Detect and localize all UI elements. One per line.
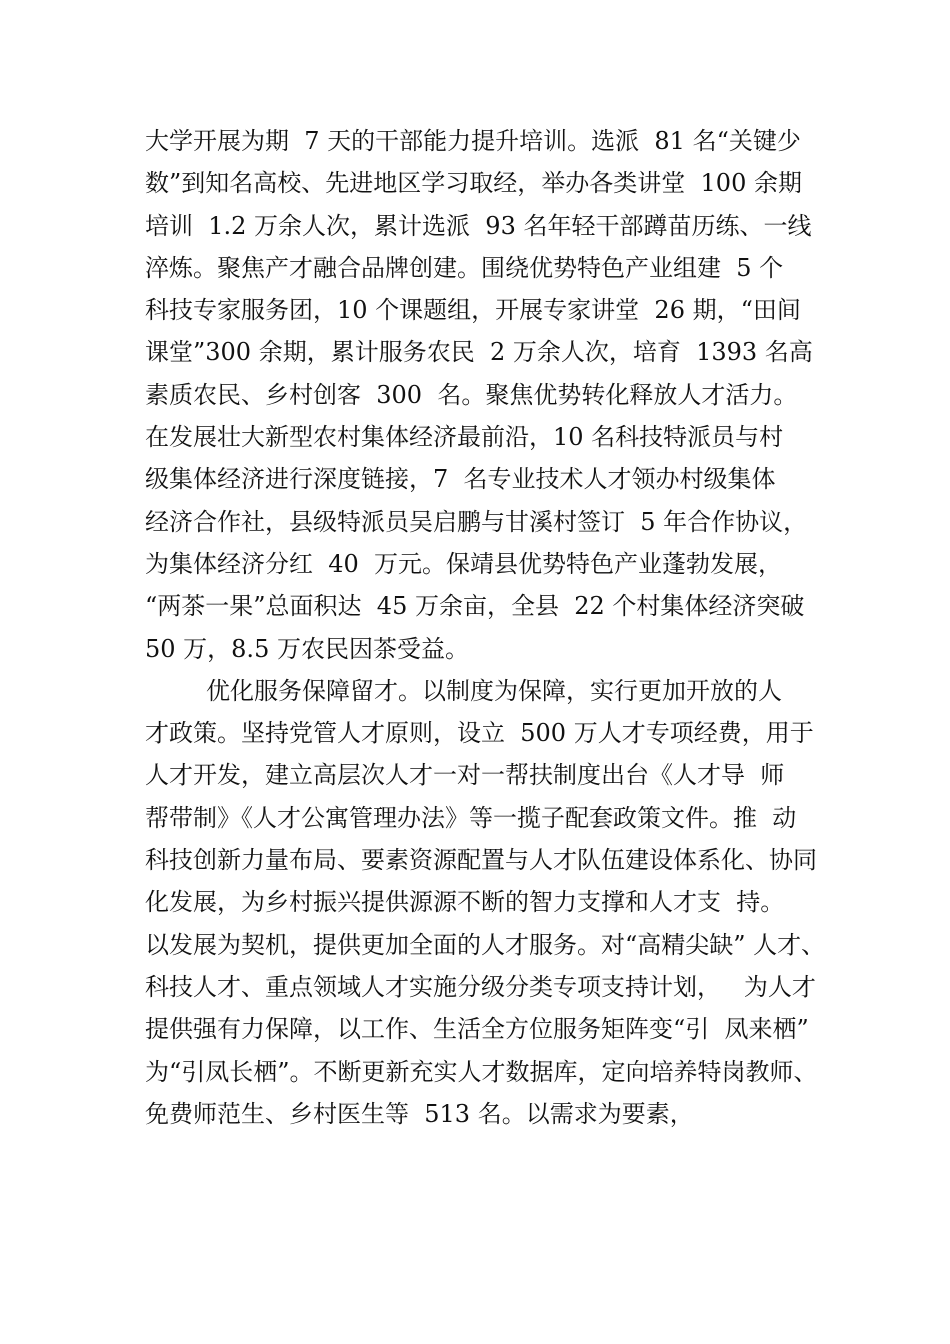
text-line: 为集体经济分红 40 万元。保靖县优势特色产业蓬勃发展， [145,549,783,578]
text-line: 科技创新力量布局、要素资源配置与人才队伍建设体系化、协同 [145,846,817,875]
text-line: 素质农民、乡村创客 300 名。聚焦优势转化释放人才活力。 [145,380,798,409]
text-line: 科技专家服务团，10 个课题组，开展专家讲堂 26 期，“田间 [145,296,801,325]
text-line: 大学开展为期 7 天的干部能力提升培训。选派 81 名“关键少 [145,127,801,155]
text-line: 50 万，8.5 万农民因茶受益。 [145,634,469,663]
text-line: 数”到知名高校、先进地区学习取经，举办各类讲堂 100 余期 [145,169,802,198]
text-line: 在发展壮大新型农村集体经济最前沿，10 名科技特派员与村 [145,423,784,452]
body-text [145,120,845,1135]
text-line: 为“引凤长栖”。不断更新充实人才数据库，定向培养特岗教师、 [145,1057,818,1086]
text-line: 人才开发，建立高层次人才一对一帮扶制度出台《人才导 师 [145,761,785,790]
text-line: 化发展，为乡村振兴提供源源不断的智力支撑和人才支 持。 [145,888,785,917]
text-line: “两茶一果”总面积达 45 万余亩，全县 22 个村集体经济突破 [145,592,805,621]
text-line: 提供强有力保障，以工作、生活全方位服务矩阵变“引 凤来栖” [145,1015,809,1044]
text-line: 帮带制》《人才公寓管理办法》等一揽子配套政策文件。推 动 [145,803,797,832]
paragraph-start-line: 优化服务保障留才。以制度为保障，实行更加开放的人 [145,676,783,705]
text-line: 免费师范生、乡村医生等 513 名。以需求为要素， [145,1099,694,1128]
text-line: 经济合作社，县级特派员吴启鹏与甘溪村签订 5 年合作协议， [145,507,808,536]
text-line: 淬炼。聚焦产才融合品牌创建。围绕优势特色产业组建 5 个 [145,253,784,282]
text-line: 才政策。坚持党管人才原则，设立 500 万人才专项经费，用于 [145,719,814,748]
text-line: 培训 1.2 万余人次，累计选派 93 名年轻干部蹲苗历练、一线 [145,211,812,240]
text-line: 以发展为契机，提供更加全面的人才服务。对“高精尖缺” 人才、 [145,930,826,959]
text-line: 课堂”300 余期，累计服务农民 2 万余人次，培育 1393 名高 [145,338,813,367]
text-line: 科技人才、重点领域人才实施分级分类专项支持计划， 为人才 [145,972,816,1001]
text-line: 级集体经济进行深度链接，7 名专业技术人才领办村级集体 [145,465,776,494]
